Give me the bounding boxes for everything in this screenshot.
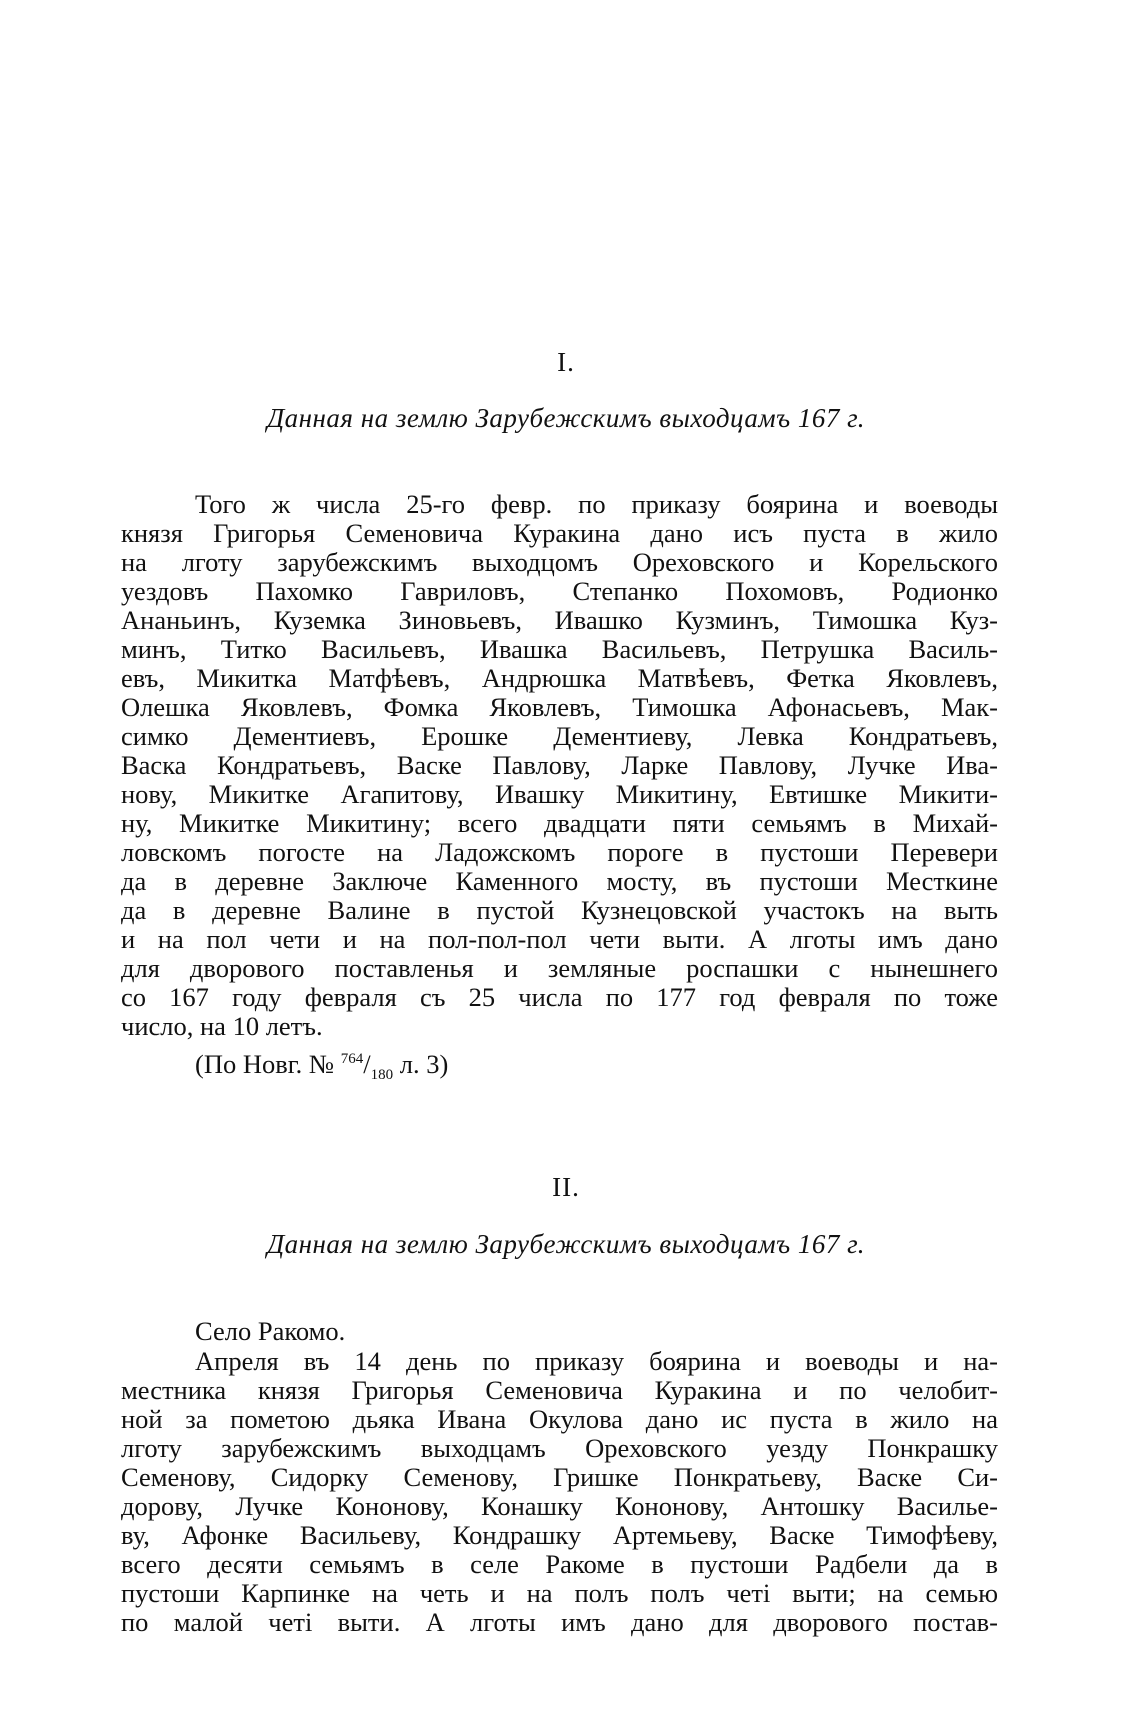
body-line: всего десяти семьямъ в селе Ракоме в пустоши Радбели да в bbox=[121, 1549, 998, 1579]
body-line: дорову, Лучке Кононову, Конашку Кононову, Антошку Василье- bbox=[121, 1491, 998, 1521]
body-line: местника князя Григорья Семеновича Куракина и по челобит- bbox=[121, 1375, 998, 1405]
body-line: симко Дементиевъ, Ерошке Дементиеву, Левка Кондратьевъ, bbox=[121, 721, 998, 751]
body-line: и на пол чети и на пол-пол-пол чети выти. А лготы имъ дано bbox=[121, 924, 998, 954]
body-line: для дворового поставленья и земляные роспашки с нынешнего bbox=[121, 953, 998, 983]
body-line: уездовъ Пахомко Гавриловъ, Степанко Похомовъ, Родионко bbox=[121, 576, 998, 606]
body-line: со 167 году февраля съ 25 числа по 177 год февраля по тоже bbox=[121, 982, 998, 1012]
body-line: лготу зарубежскимъ выходцамъ Ореховского уезду Понкрашку bbox=[121, 1433, 998, 1463]
body-line: Олешка Яковлевъ, Фомка Яковлевъ, Тимошка Афонасьевъ, Мак- bbox=[121, 692, 998, 722]
section-2-body bbox=[121, 1347, 998, 1637]
body-line: пустоши Карпинке на четь и на полъ полъ четі выти; на семью bbox=[121, 1578, 998, 1608]
reference-prefix: (По Новг. № bbox=[195, 1048, 335, 1079]
village-heading: Село Ракомо. bbox=[195, 1316, 346, 1346]
body-line: по малой четі выти. А лготы имъ дано для дворового постав- bbox=[121, 1607, 998, 1637]
body-line: число, на 10 летъ. bbox=[121, 1011, 323, 1041]
section-1-body bbox=[121, 490, 998, 1041]
body-line: ву, Афонке Васильеву, Кондрашку Артемьеву, Васке Тимофѣеву, bbox=[121, 1520, 998, 1550]
reference-suffix: л. 3) bbox=[399, 1048, 449, 1079]
body-line: да в деревне Заключе Каменного мосту, въ пустоши Месткине bbox=[121, 866, 998, 896]
section-1-number: I. bbox=[557, 347, 575, 377]
body-line: ну, Микитке Микитину; всего двадцати пяти семьямъ в Михай- bbox=[121, 808, 998, 838]
reference-sub: 180 bbox=[370, 1067, 394, 1084]
body-line: Апреля въ 14 день по приказу боярина и воеводы и на- bbox=[195, 1346, 998, 1376]
body-line: Васка Кондратьевъ, Васке Павлову, Ларке Павлову, Лучке Ива- bbox=[121, 750, 998, 780]
body-line: да в деревне Валине в пустой Кузнецовской участокъ на выть bbox=[121, 895, 998, 925]
body-line: князя Григорья Семеновича Куракина дано исъ пуста в жило bbox=[121, 518, 998, 548]
body-line: ловскомъ погосте на Ладожскомъ пороге в пустоши Перевери bbox=[121, 837, 998, 867]
section-2-number: II. bbox=[552, 1172, 580, 1202]
section-1-title: Данная на землю Зарубежскимъ выходцамъ 167 г. bbox=[266, 403, 866, 433]
reference-sup: 764 bbox=[340, 1051, 364, 1067]
body-line: евъ, Микитка Матфѣевъ, Андрюшка Матвѣевъ, Фетка Яковлевъ, bbox=[121, 663, 998, 693]
body-line: на лготу зарубежскимъ выходцомъ Ореховского и Корельского bbox=[121, 547, 998, 577]
section-2-title: Данная на землю Зарубежскимъ выходцамъ 167 г. bbox=[266, 1229, 866, 1259]
body-line: ной за пометою дьяка Ивана Окулова дано ис пуста в жило на bbox=[121, 1404, 998, 1434]
body-line: нову, Микитке Агапитову, Ивашку Микитину, Евтишке Микити- bbox=[121, 779, 998, 809]
source-reference: (По Новг. № $^{764}/_{180}$ л. 3) bbox=[195, 1048, 449, 1084]
body-line: минъ, Титко Васильевъ, Ивашка Васильевъ, Петрушка Василь- bbox=[121, 634, 998, 664]
body-line: Того ж числа 25-го февр. по приказу боярина и воеводы bbox=[195, 489, 998, 519]
body-line: Ананьинъ, Куземка Зиновьевъ, Ивашко Кузминъ, Тимошка Куз- bbox=[121, 605, 998, 635]
body-line: Семенову, Сидорку Семенову, Гришке Понкратьеву, Васке Си- bbox=[121, 1462, 998, 1492]
